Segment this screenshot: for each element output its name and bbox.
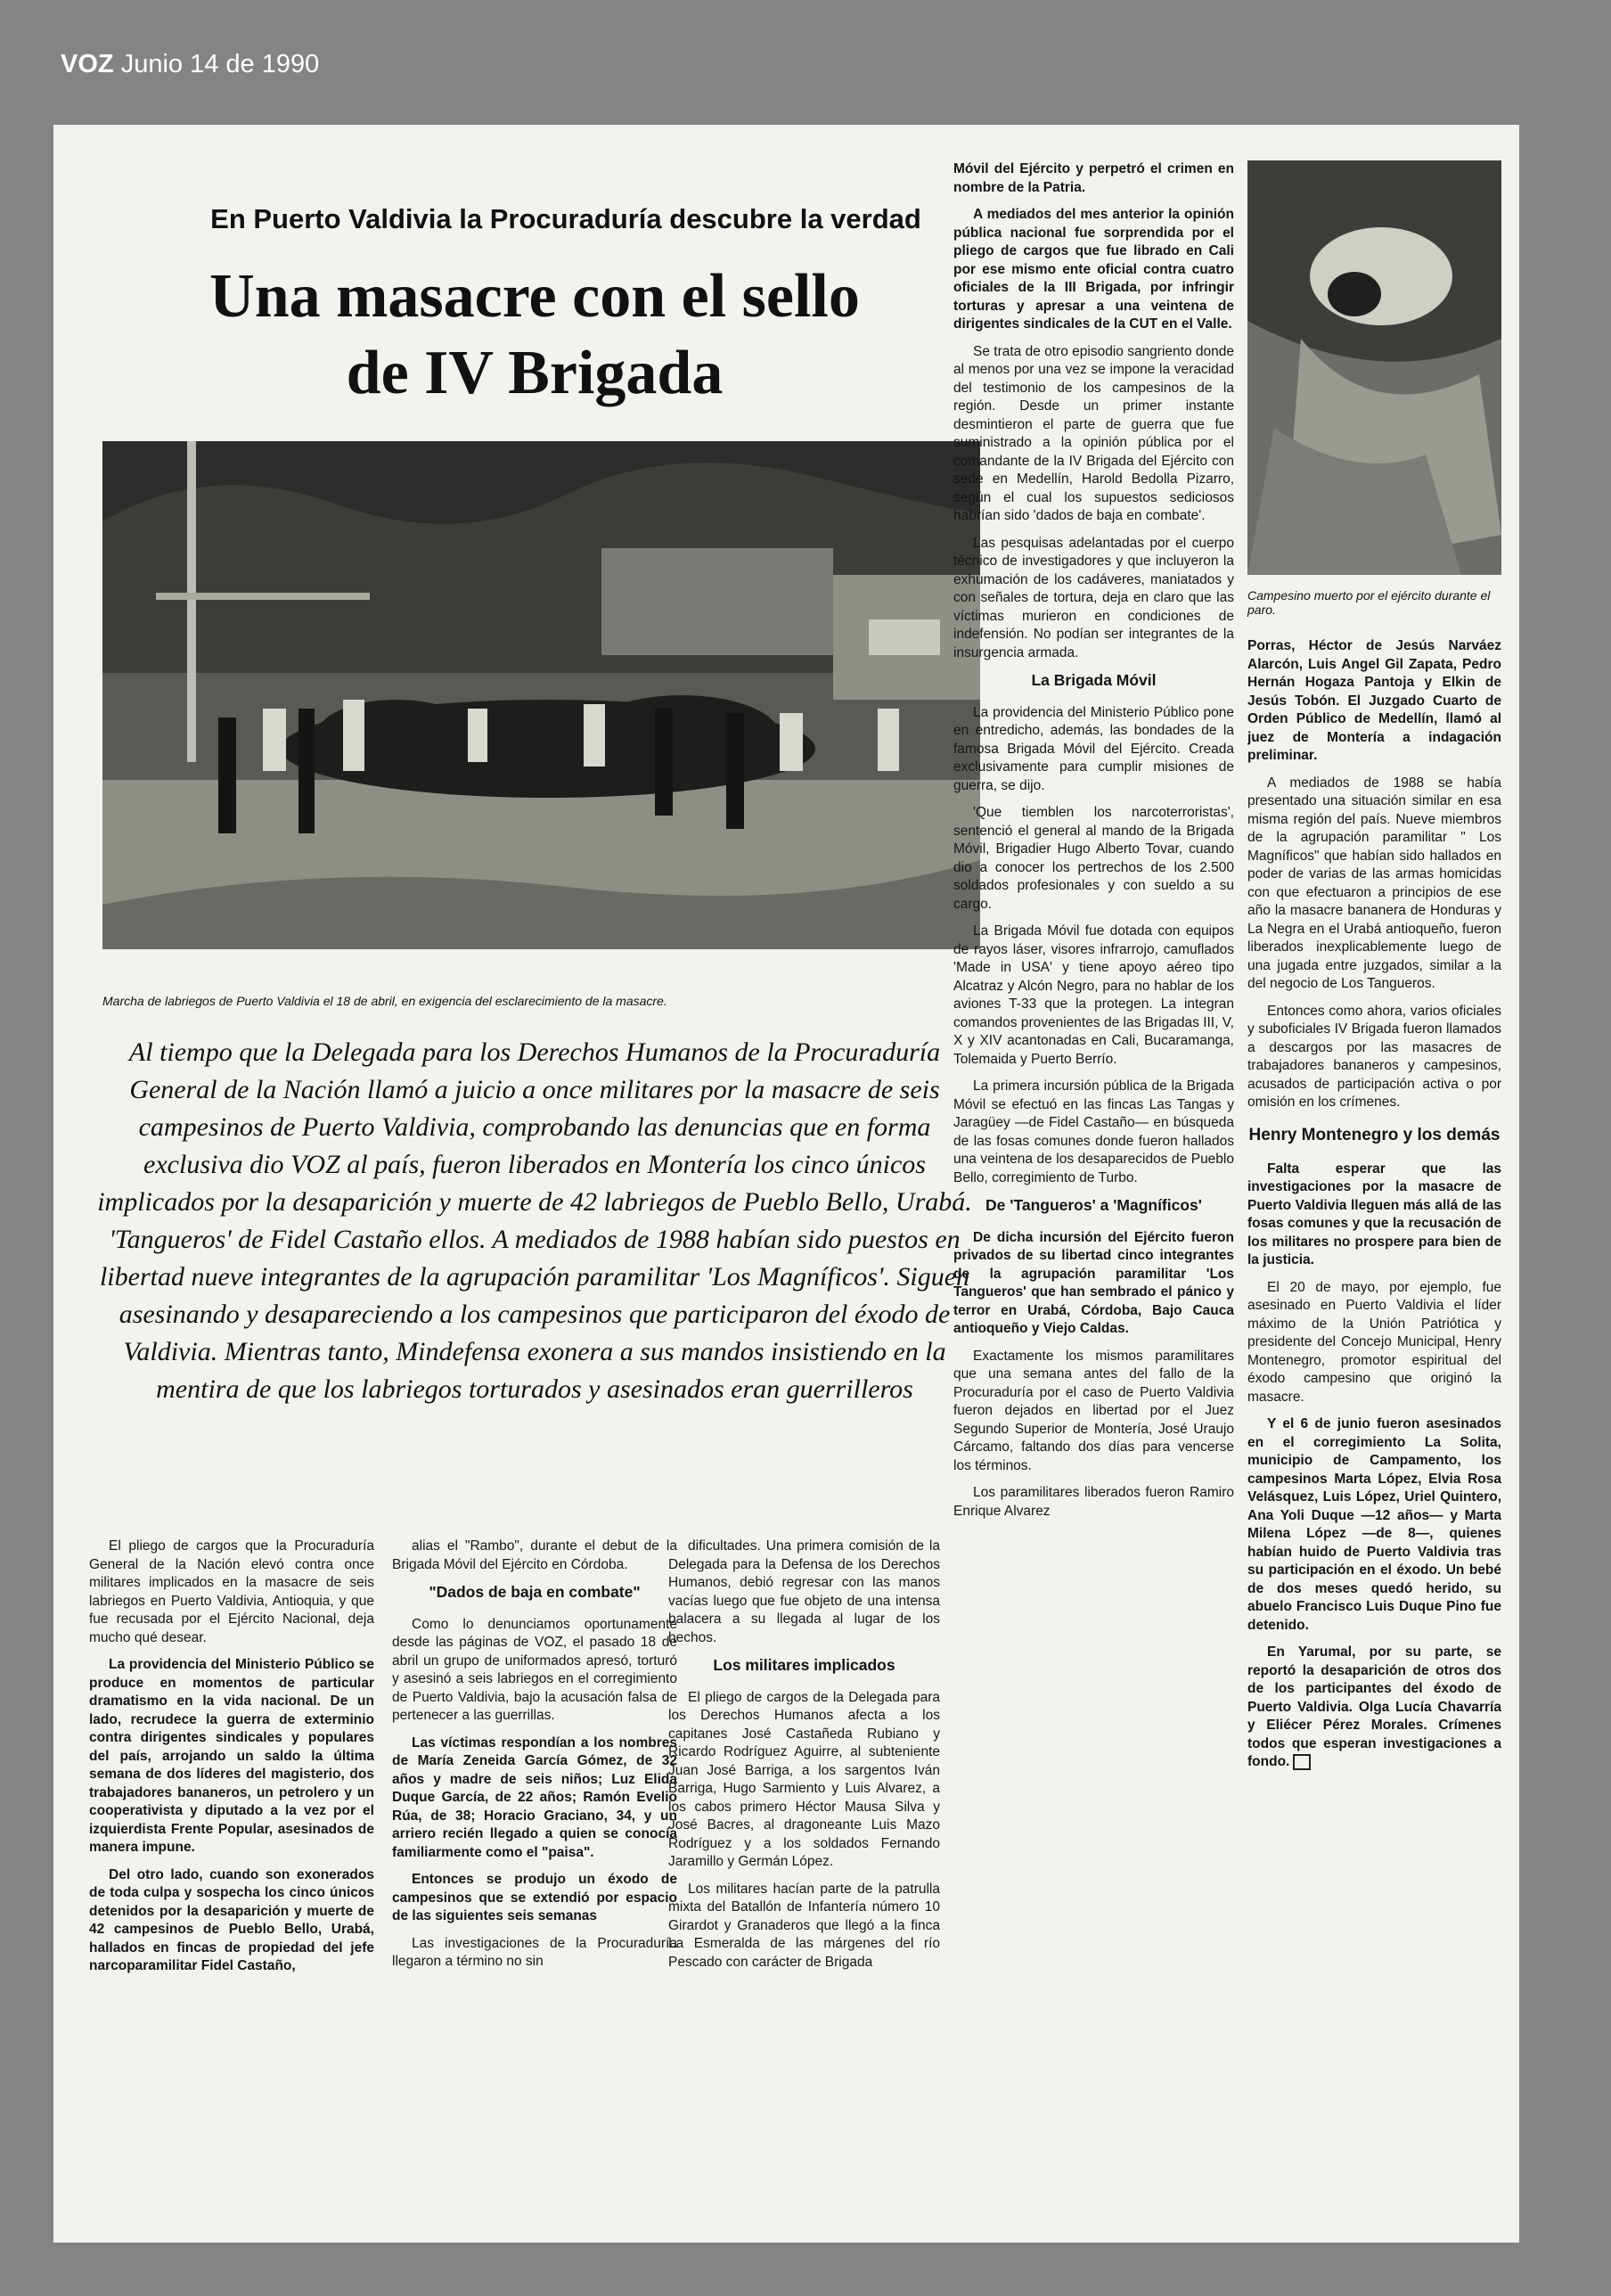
col-d-paragraph-3: Se trata de otro episodio sangriento donde al menos por una vez se impone la veracidad del testimonio de los campesinos de la región. Desde un primer instante desmintieron el parte de guerra que fue suministrado a la opinión pública por el comandante de la IV Brigada del Ejército con sede en Medellín, Harold Bedolla Pizarro, según el cual los supuestos sediciosos habrían sido 'dados de baja en combate'. (953, 343, 1234, 523)
col-d-paragraph-11: Los paramilitares liberados fueron Ramiro Enrique Alvarez (953, 1485, 1234, 1519)
column-e (1247, 637, 1501, 2233)
col-a-paragraph-1: El pliego de cargos que la Procuraduría General de la Nación elevó contra once militares implicados en la masacre de seis labriegos en Puerto Valdivia, Antioquia, y que fue recusada por el Ejército Nacional, deja mucho qué desear. (89, 1538, 374, 1645)
col-c-subheading: Los militares implicados (713, 1656, 895, 1674)
kicker: En Puerto Valdivia la Procuraduría descubre la verdad (210, 203, 921, 234)
col-b-paragraph-5: Las investigaciones de la Procuraduría llegaron a término no sin (392, 1935, 677, 1969)
col-e-paragraph-5: El 20 de mayo, por ejemplo, fue asesinado en Puerto Valdivia el líder máximo de la Unión Patriótica y presidente del Concejo Municipal, Henry Montenegro, promotor espiritual del éxodo campesino que originó la masacre. (1247, 1279, 1501, 1405)
col-d-paragraph-1: Móvil del Ejército y perpetró el crimen en nombre de la Patria. (953, 161, 1234, 195)
side-photo (1247, 160, 1501, 575)
col-b-subheading: "Dados de baja en combate" (429, 1583, 641, 1601)
col-c-paragraph-3: Los militares hacían parte de la patrulla mixta del Batallón de Infantería número 10 Girardot y Granaderos que llegó a la finca La Esmeralda de las márgenes del río Pescado con carácter de Brigada (668, 1881, 940, 1970)
col-d-paragraph-6: 'Que tiemblen los narcoterroristas', sentenció el general al mando de la Brigada Móvil, Brigadier Hugo Alberto Tovar, cuando dio a conocer los pertrechos de los 2.500 soldados profesionales y con sueldo a su cargo. (953, 805, 1234, 912)
main-photo (102, 441, 980, 949)
col-e-subheading: Henry Montenegro y los demás (1248, 1125, 1501, 1144)
headline-line-2: de IV Brigada (346, 339, 724, 407)
col-b-paragraph-2: Como lo denunciamos oportunamente desde las páginas de VOZ, el pasado 18 de abril un grupo de uniformados apresó, torturó y asesinó a seis labriegos en el corregimiento de Puerto Valdivia, bajo la acusación falsa de pertenecer a las guerrillas. (392, 1616, 677, 1723)
col-b-paragraph-3: Las víctimas respondían a los nombres de María Zeneida García Gómez, de 32 años y madre de seis niños; Luz Elida Duque García, de 22 años; Ramón Evelio Rúa, de 38; Horacio Graciano, 34, y un arriero recién llegado a quien se conocía familiarmente como el "paisa". (392, 1734, 677, 1860)
col-d-paragraph-4: Las pesquisas adelantadas por el cuerpo técnico de investigadores y que incluyeron la exhumación de los cadáveres, maniatados y con señales de tortura, deja en claro que las víctimas murieron en condiciones de indefensión. No podían ser integrantes de la insurgencia armada. (953, 535, 1234, 660)
side-photo-caption: Campesino muerto por el ejército durante el paro. (1247, 588, 1491, 617)
publication-name: VOZ (61, 50, 114, 78)
col-d-subheading-1: La Brigada Móvil (1031, 671, 1157, 689)
col-b-paragraph-4: Entonces se produjo un éxodo de campesinos que se extendió por espacio de las siguientes seis semanas (392, 1872, 677, 1923)
col-a-paragraph-3: Del otro lado, cuando son exonerados de toda culpa y sospecha los cinco únicos detenidos por la desaparición y muerte de 42 campesinos de Pueblo Bello, Urabá, hallados en fincas de propiedad del jefe narcoparamilitar Fidel Castaño, (89, 1866, 374, 1973)
col-d-paragraph-2: A mediados del mes anterior la opinión pública nacional fue sorprendida por el pliego de cargos que fue librado en Cali por ese mismo ente oficial contra cuatro oficiales de la III Brigada, por infringir torturas y apresar a una veintena de dirigentes sindicales de la CUT en el Valle. (953, 207, 1234, 332)
headline-line-1: Una masacre con el sello (209, 262, 860, 331)
col-d-paragraph-9: De dicha incursión del Ejército fueron privados de su libertad cinco integrantes de la agrupación paramilitar 'Los Tangueros' que han sembrado el pánico y terror en Urabá, Córdoba, Bajo Cauca antioqueño y Viejo Caldas. (953, 1229, 1234, 1336)
col-d-paragraph-7: La Brigada Móvil fue dotada con equipos de rayos láser, visores infrarrojo, camuflados 'Made in USA' y tiene apoyo aéreo tipo Alcatraz y Alcón Negro, para no hablar de los aviones T-33 que la protegen. La integran comandos provenientes de las Brigadas III, V, X y XIV acantonadas en Cali, Bucaramanga, Tolemaida y Puerto Berrío. (953, 923, 1234, 1067)
col-e-paragraph-6: Y el 6 de junio fueron asesinados en el corregimiento La Solita, municipio de Campamento, los campesinos Marta López, Elvia Rosa Velásquez, Luis López, Uriel Quintero, Ana Yoli Duque —12 años— y Marta Milena López —de 8—, quienes habían huido de Puerto Valdivia tras su participación en el éxodo. Un bebé de dos meses quedó herido, su abuelo Francisco Luis Duque Pino fue detenido. (1247, 1416, 1501, 1633)
col-e-paragraph-2: A mediados de 1988 se había presentado una situación similar en esa misma región del país. Nueve miembros de la agrupación paramilitar " Los Magníficos" que habían sido hallados en poder de varias de las armas homicidas con que efectuaron a principios de ese año la masacre bananera de Honduras y La Negra en el Urabá antioqueño, fueron liberados inexplicablemente luego de una jugada entre juzgados, similar a la del negocio de Los Tangueros. (1247, 775, 1501, 991)
col-c-paragraph-2: El pliego de cargos de la Delegada para los Derechos Humanos afecta a los capitanes José Castañeda Rubiano y Ricardo Rodríguez Aguirre, al subteniente Juan José Barriga, a los sargentos Iván Barriga, Hugo Sarmiento y Luis Alvarez, a los cabos primero Héctor Mausa Silva y José Bacres, al dragoneante Luis Mazo Rodríguez y a los soldados Fernando Jaramillo y Germán López. (668, 1689, 940, 1869)
publication-date-label (61, 50, 319, 79)
col-e-paragraph-3: Entonces como ahora, varios oficiales y suboficiales IV Brigada fueron llamados a descargos por las masacres de trabajadores bananeros y campesinos, acusados de participación activa o por omisión en los crímenes. (1247, 1003, 1501, 1110)
col-d-paragraph-8: La primera incursión pública de la Brigada Móvil se efectuó en las fincas Las Tangas y Jaragüey —de Fidel Castaño— en búsqueda de las fosas comunes donde fueron hallados una veintena de los desaparecidos de Pueblo Bello, corregimiento de Turbo. (953, 1078, 1234, 1185)
main-photo-caption: Marcha de labriegos de Puerto Valdivia el 18 de abril, en exigencia del esclarecimiento de la masacre. (102, 994, 667, 1008)
col-c-paragraph-1: dificultades. Una primera comisión de la Delegada para la Defensa de los Derechos Humanos, debió regresar con las manos vacías luego que fue objeto de una intensa balacera a su llegada al lugar de los hechos. (668, 1538, 940, 1645)
lead-paragraph: Al tiempo que la Delegada para los Derechos Humanos de la Procuraduría General de la Nación llamó a juicio a once militares por la masacre de seis campesinos de Puerto Valdivia, comprobando las denuncias que en forma exclusiva dio VOZ al país, fueron liberados en Montería los cinco únicos implicados por la desaparición y muerte de 42 labriegos de Pueblo Bello, Urabá. 'Tangueros' de Fidel Castaño ellos. A mediados de 1988 habían sido puestos en libertad nueve integrantes de la agrupación paramilitar 'Los Magníficos'. Siguen asesinando y desapareciendo a los campesinos que participaron del éxodo de Valdivia. Mientras tanto, Mindefensa exonera a sus mandos insistiendo en la mentira de que los labriegos torturados y asesinados eran guerrilleros (97, 1037, 972, 1404)
col-e-paragraph-7-text: En Yarumal, por su parte, se reportó la desaparición de otros dos de los participantes del éxodo de Puerto Valdivia. Olga Lucía Chavarría y Eliécer Pérez Morales. Crímenes todos que esperan investigaciones a fondo. (1247, 1644, 1501, 1769)
col-d-paragraph-10: Exactamente los mismos paramilitares que una semana antes del fallo de la Procuraduría por el caso de Puerto Valdivia fueron dejados en libertad por el Juez Segundo Superior de Montería, José Uraujo Cárcamo, faltando dos días para vencerse los términos. (953, 1348, 1234, 1473)
column-b (392, 1538, 677, 2224)
col-e-paragraph-4: Falta esperar que las investigaciones por la masacre de Puerto Valdivia lleguen más allá de las fosas comunes y que la recusación de los militares no prospere para bien de la justicia. (1247, 1160, 1501, 1267)
column-d (953, 160, 1234, 2233)
end-mark-icon (1293, 1754, 1311, 1770)
column-a (89, 1538, 374, 2224)
newspaper-page (53, 125, 1519, 2243)
col-e-paragraph-1: Porras, Héctor de Jesús Narváez Alarcón, Luis Angel Gil Zapata, Pedro Hernán Hogaza Pantoja y Elkin de Jesús Tobón. El Juzgado Cuarto de Orden Público de Medellín, llamó al juez de Montería a indagación preliminar. (1247, 638, 1501, 763)
col-a-paragraph-2: La providencia del Ministerio Público se produce en momentos de particular dramatismo en la vida nacional. De un lado, recrudece la guerra de exterminio contra dirigentes sindicales y populares del país, arrojando un saldo la última semana de dos líderes del magisterio, dos trabajadores bananeros, un petrolero y un cooperativista y diputado a la vez por el izquierdista Frente Popular, asesinados de manera impune. (89, 1657, 374, 1855)
col-e-paragraph-7 (1247, 1644, 1501, 1772)
headline (89, 258, 980, 412)
col-d-subheading-2: De 'Tangueros' a 'Magníficos' (985, 1196, 1202, 1214)
col-d-paragraph-5: La providencia del Ministerio Público pone en entredicho, además, las bondades de la famosa Brigada Móvil del Ejército. Creada exclusivamente para cumplir misiones de guerra, se dijo. (953, 704, 1234, 793)
publication-date: Junio 14 de 1990 (120, 50, 320, 78)
column-c (668, 1538, 940, 2224)
col-b-paragraph-1: alias el "Rambo", durante el debut de la Brigada Móvil del Ejército en Córdoba. (392, 1538, 677, 1572)
